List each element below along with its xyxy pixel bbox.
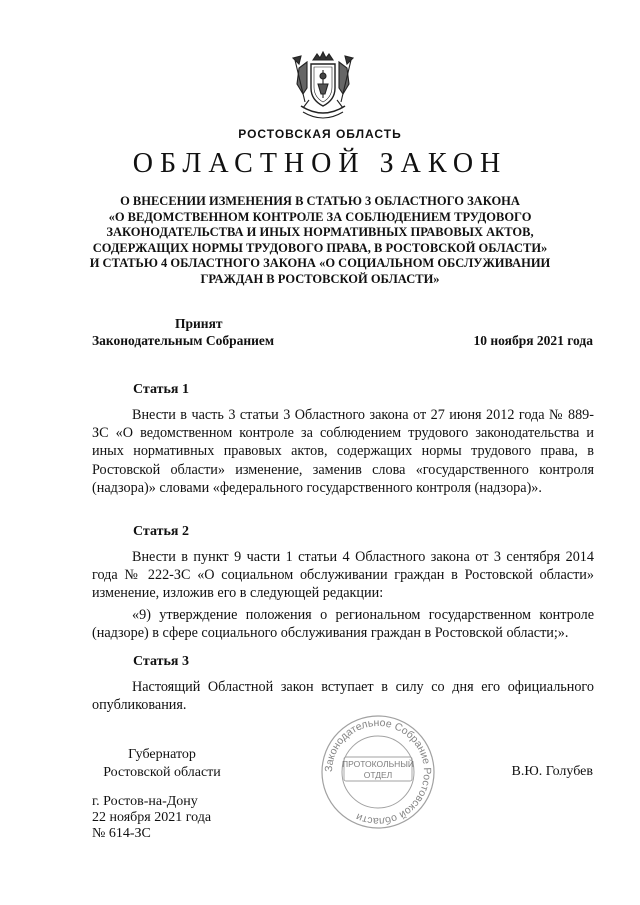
adoption-body: Законодательным Собранием	[92, 333, 275, 348]
article-1-heading: Статья 1	[133, 382, 189, 397]
issue-details	[92, 794, 211, 842]
article-3-heading: Статья 3	[133, 654, 189, 669]
stamp-ring-text: Законодательное Собрание Ростовской области	[322, 716, 434, 828]
stamp-center-line: ОТДЕЛ	[363, 770, 393, 780]
law-title-line: О ВНЕСЕНИИ ИЗМЕНЕНИЯ В СТАТЬЮ 3 ОБЛАСТНОГО ЗАКОНА	[120, 194, 520, 208]
signatory-name: В.Ю. Голубев	[511, 764, 593, 779]
adoption-label: Принят	[175, 316, 223, 331]
adoption-date: 10 ноября 2021 года	[473, 333, 593, 348]
article-1-paragraph: Внести в часть 3 статьи 3 Областного закона от 27 июня 2012 года № 889-ЗС «О ведомственном контроле за соблюдением трудового законодательства и иных нормативных правовых актов, содержащих нормы трудового права, в Ростовской области» изменение, заменив слова «государственного контроля (надзора)» словами «федерального государственного контроля (надзора)».	[92, 407, 594, 496]
law-title-line: ЗАКОНОДАТЕЛЬСТВА И ИНЫХ НОРМАТИВНЫХ ПРАВОВЫХ АКТОВ,	[106, 225, 534, 239]
law-title-line: «О ВЕДОМСТВЕННОМ КОНТРОЛЕ ЗА СОБЛЮДЕНИЕМ ТРУДОВОГО	[108, 209, 532, 224]
stamp-center-line: ПРОТОКОЛЬНЫЙ	[342, 759, 414, 769]
article-2-paragraph-2: «9) утверждение положения о региональном государственном контроле (надзоре) в сфере социального обслуживания граждан в Ростовской области;».	[92, 607, 594, 642]
article-2-paragraph-1: Внести в пункт 9 части 1 статьи 4 Областного закона от 3 сентября 2014 года № 222-ЗС «О социальном обслуживании граждан в Ростовской области» изменение, изложив его в следующей редакции:	[92, 549, 594, 602]
issue-date: 22 ноября 2021 года	[92, 810, 212, 825]
official-stamp	[319, 713, 437, 831]
law-title-line: СОДЕРЖАЩИХ НОРМЫ ТРУДОВОГО ПРАВА, В РОСТОВСКОЙ ОБЛАСТИ»	[92, 240, 548, 255]
signatory-role-line: Ростовской области	[103, 765, 221, 780]
law-title-line: И СТАТЬЮ 4 ОБЛАСТНОГО ЗАКОНА «О СОЦИАЛЬНОМ ОБСЛУЖИВАНИИ	[89, 256, 551, 270]
coat-of-arms-emblem	[289, 50, 357, 126]
signatory-role	[92, 746, 232, 782]
article-3-paragraph: Настоящий Областной закон вступает в силу со дня его официального опубликования.	[92, 679, 594, 714]
law-title-line: ГРАЖДАН В РОСТОВСКОЙ ОБЛАСТИ»	[200, 271, 440, 286]
law-number: № 614-ЗС	[92, 826, 151, 841]
law-title	[80, 194, 560, 287]
issue-city: г. Ростов-на-Дону	[92, 794, 198, 809]
signatory-role-line: Губернатор	[128, 747, 196, 762]
law-type-heading: ОБЛАСТНОЙ ЗАКОН	[132, 148, 508, 179]
article-2-heading: Статья 2	[133, 524, 189, 539]
region-name: РОСТОВСКАЯ ОБЛАСТЬ	[238, 127, 402, 141]
